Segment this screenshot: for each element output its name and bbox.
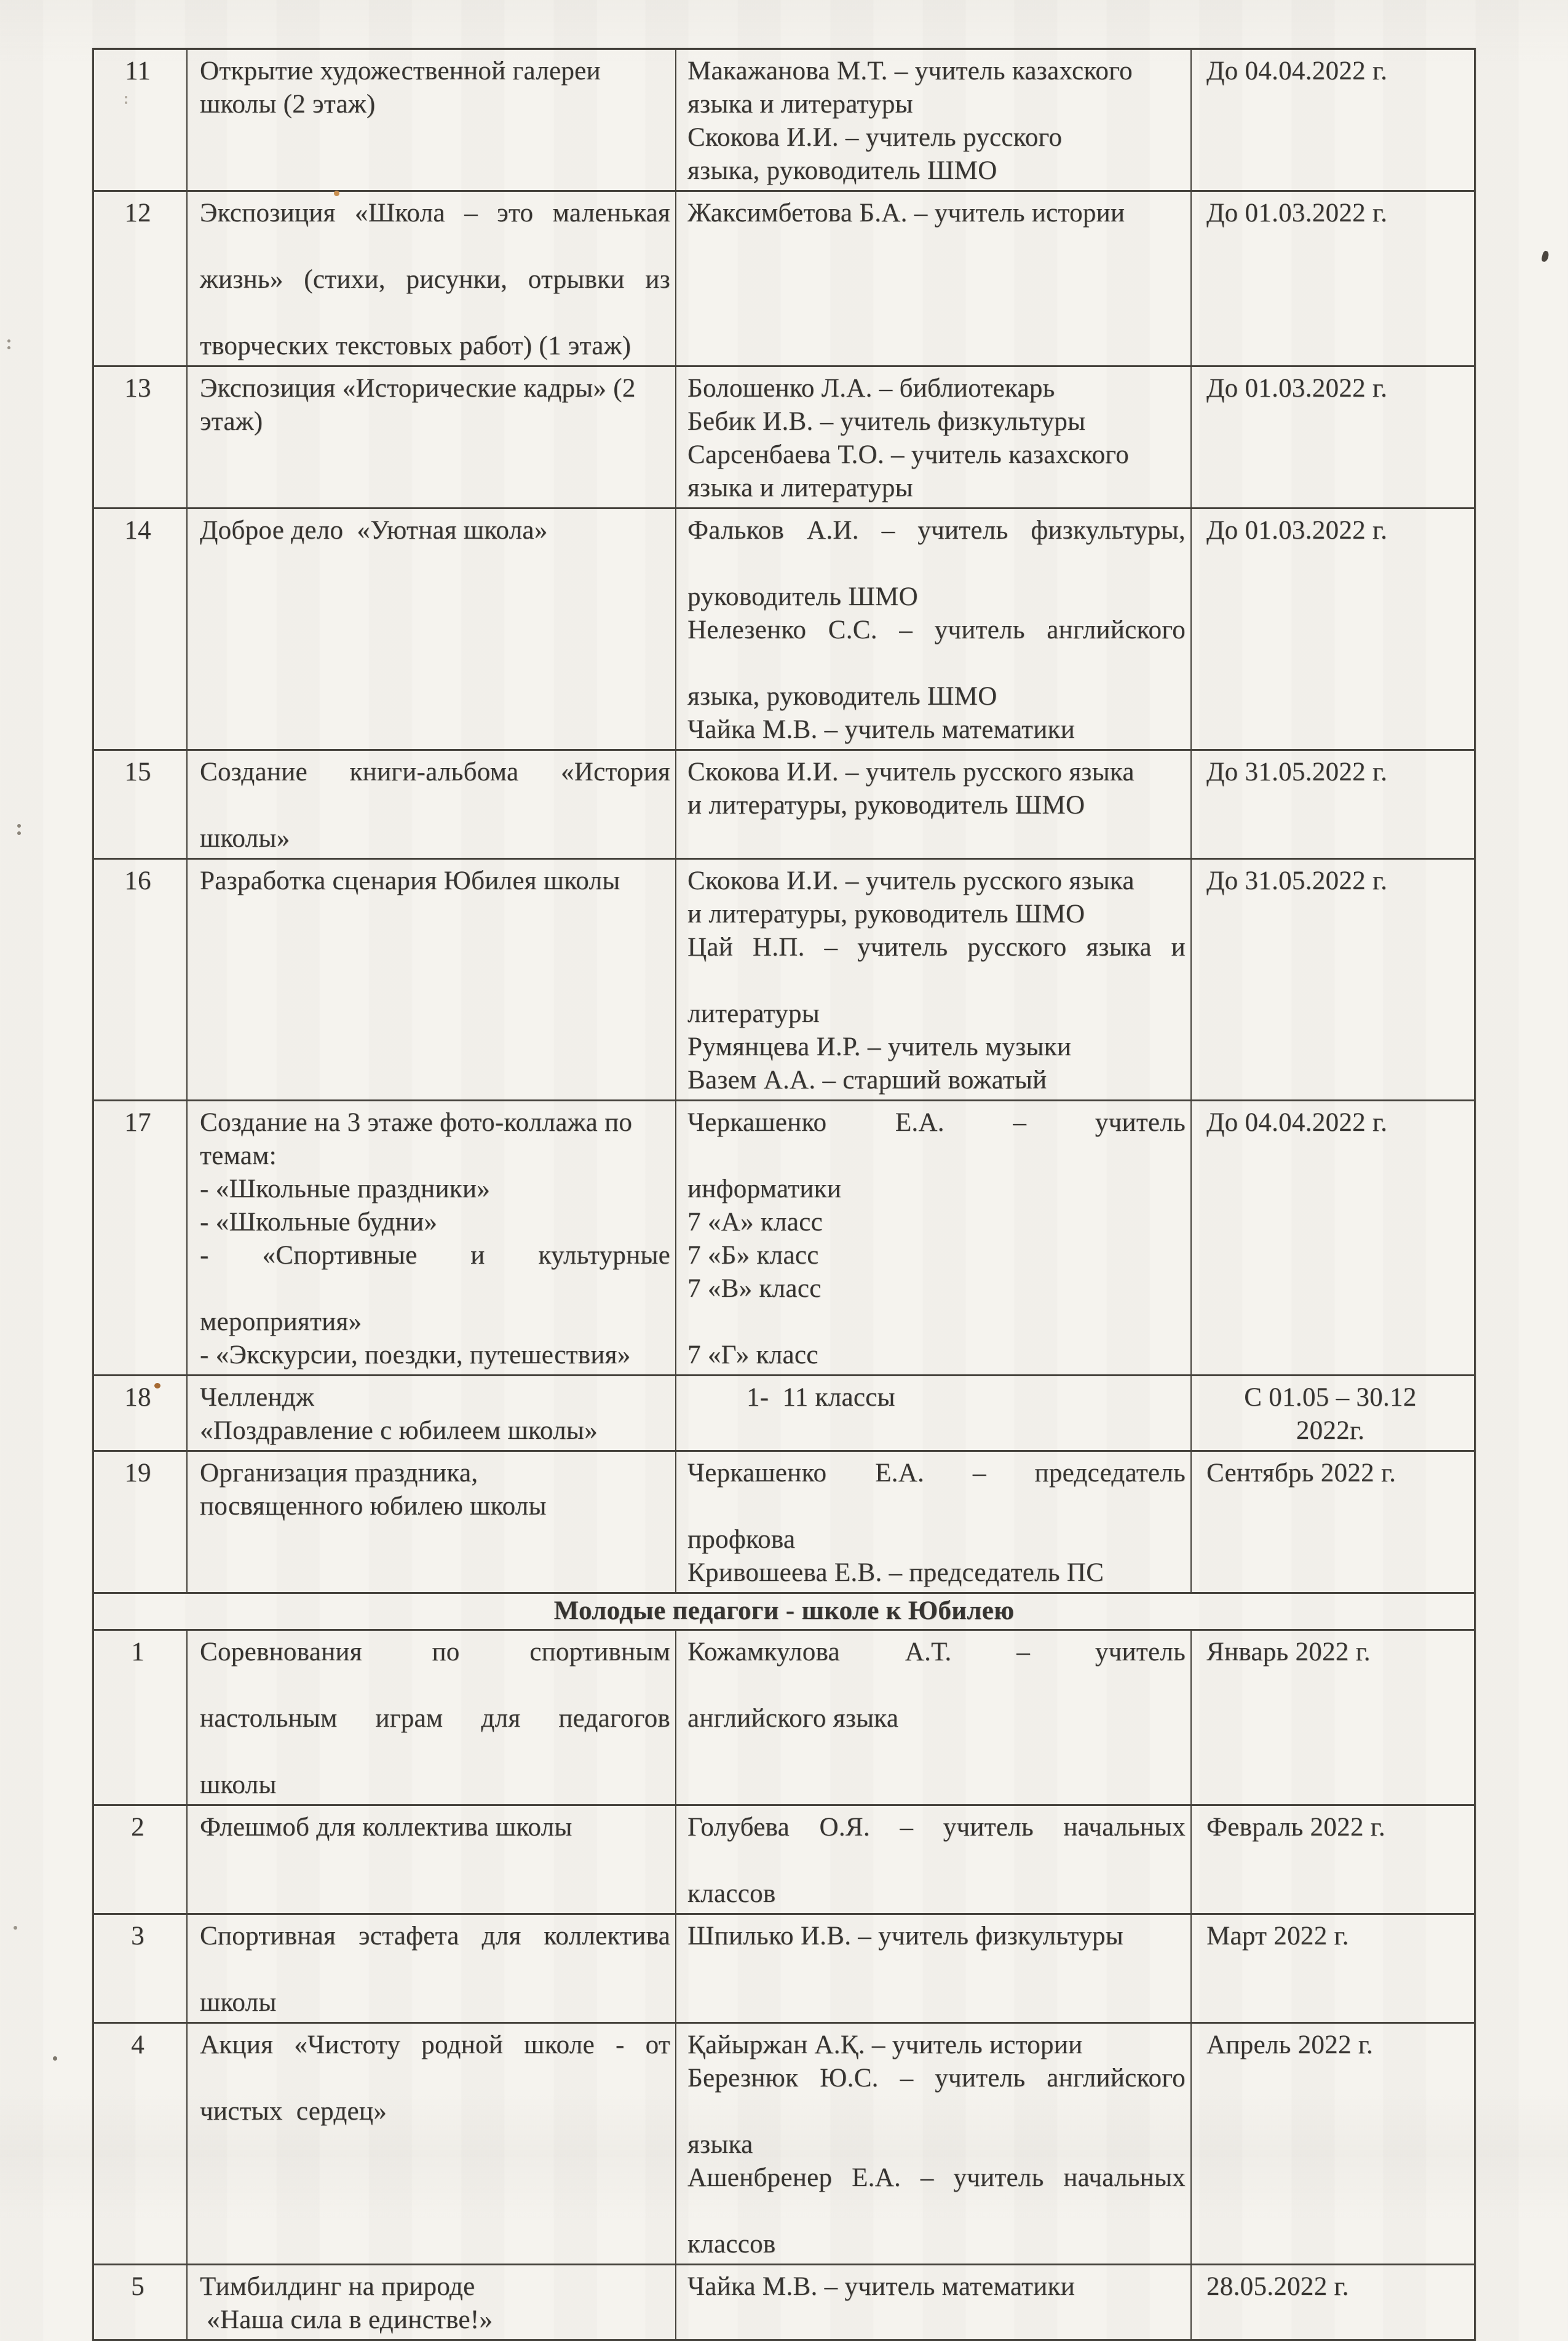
- text-line: мероприятия»: [200, 1307, 362, 1336]
- text-line: профкова: [687, 1525, 796, 1554]
- row-number-cell: [94, 1915, 186, 2022]
- text-line: До 31.05.2022 г.: [1206, 758, 1388, 786]
- text-line: До 04.04.2022 г.: [1206, 1108, 1388, 1137]
- responsible-cell: [675, 860, 1190, 1099]
- responsible-cell: [675, 50, 1190, 190]
- date-cell: [1190, 751, 1474, 858]
- scan-speck: [154, 1383, 160, 1388]
- event-cell: [186, 1376, 675, 1450]
- text-line: Спортивная эстафета для коллектива: [200, 1922, 670, 1951]
- text-line: 7 «А» класс: [687, 1208, 823, 1237]
- text-line: Қайыржан А.Қ. – учитель истории: [687, 2030, 1083, 2059]
- text-line: посвященного юбилею школы: [200, 1492, 547, 1521]
- row-number-cell: [94, 1376, 186, 1450]
- table-row: [94, 507, 1474, 749]
- text-line: 16: [124, 866, 151, 895]
- event-cell: [186, 2265, 675, 2339]
- row-number-cell: [94, 367, 186, 507]
- text-line: Создание на 3 этаже фото-коллажа по: [200, 1108, 633, 1137]
- table-row: [94, 190, 1474, 365]
- text-line: Организация праздника,: [200, 1459, 478, 1487]
- text-line: темам:: [200, 1141, 277, 1170]
- text-line: С 01.05 – 30.12: [1244, 1383, 1417, 1412]
- text-line: школы: [200, 1988, 277, 2017]
- text-line: До 31.05.2022 г.: [1206, 866, 1388, 895]
- text-line: Челлендж: [200, 1383, 315, 1412]
- table-row: [94, 858, 1474, 1099]
- text-line: Румянцева И.Р. – учитель музыки: [687, 1032, 1072, 1061]
- text-line: классов: [687, 1879, 776, 1908]
- text-line: - «Спортивные и культурные: [200, 1241, 670, 1270]
- text-line: литературы: [687, 999, 820, 1028]
- table-row: [94, 2022, 1474, 2264]
- text-line: чистых сердец»: [200, 2097, 387, 2126]
- event-cell: [186, 50, 675, 190]
- table-row: [94, 1629, 1474, 1804]
- text-line: 15: [124, 758, 151, 786]
- text-line: этаж): [200, 407, 263, 436]
- text-line: Апрель 2022 г.: [1206, 2030, 1373, 2059]
- table-row: [94, 1804, 1474, 1913]
- row-number-cell: [94, 860, 186, 1099]
- date-cell: [1190, 1376, 1474, 1450]
- text-line: Открытие художественной галереи: [200, 57, 601, 85]
- text-line: Черкашенко Е.А. – председатель: [687, 1459, 1186, 1487]
- text-line: Чайка М.В. – учитель математики: [687, 2272, 1075, 2301]
- responsible-cell: [675, 2024, 1190, 2264]
- text-line: 13: [124, 374, 151, 403]
- text-line: Создание книги-альбома «История: [200, 758, 670, 786]
- row-number-cell: [94, 751, 186, 858]
- date-cell: [1190, 367, 1474, 507]
- event-cell: [186, 192, 675, 365]
- date-cell: [1190, 860, 1474, 1099]
- text-line: 18: [124, 1383, 151, 1412]
- text-line: жизнь» (стихи, рисунки, отрывки из: [200, 265, 670, 294]
- text-line: 2: [131, 1813, 145, 1842]
- text-line: Фальков А.И. – учитель физкультуры,: [687, 516, 1186, 545]
- text-line: Тимбилдинг на природе: [200, 2272, 475, 2301]
- text-line: Чайка М.В. – учитель математики: [687, 715, 1075, 744]
- responsible-cell: [675, 1631, 1190, 1804]
- text-line: До 01.03.2022 г.: [1206, 374, 1388, 403]
- responsible-cell: [675, 751, 1190, 858]
- event-cell: [186, 1915, 675, 2022]
- text-line: 1- 11 классы: [746, 1383, 895, 1412]
- date-cell: [1190, 1101, 1474, 1374]
- text-line: языка и литературы: [687, 90, 913, 119]
- text-line: 7 «Б» класс: [687, 1241, 819, 1270]
- responsible-cell: [675, 1101, 1190, 1374]
- event-cell: [186, 509, 675, 749]
- scan-speck: [125, 96, 127, 98]
- table-row: [94, 50, 1474, 190]
- text-line: 4: [131, 2030, 145, 2059]
- date-cell: [1190, 509, 1474, 749]
- text-line: Жаксимбетова Б.А. – учитель истории: [687, 199, 1125, 228]
- section-header: Молодые педагоги - школе к Юбилею: [94, 1592, 1474, 1629]
- text-line: английского языка: [687, 1704, 899, 1733]
- text-line: - «Экскурсии, поездки, путешествия»: [200, 1341, 631, 1369]
- text-line: 5: [131, 2272, 145, 2301]
- text-line: руководитель ШМО: [687, 582, 918, 611]
- text-line: Голубева О.Я. – учитель начальных: [687, 1813, 1186, 1842]
- text-line: Март 2022 г.: [1206, 1922, 1349, 1951]
- text-line: Февраль 2022 г.: [1206, 1813, 1385, 1842]
- text-line: языка: [687, 2130, 753, 2159]
- text-line: Акция «Чистоту родной школе - от: [200, 2030, 670, 2059]
- table-row: [94, 365, 1474, 507]
- event-cell: [186, 1806, 675, 1913]
- text-line: До 01.03.2022 г.: [1206, 199, 1388, 228]
- date-cell: [1190, 2265, 1474, 2339]
- text-line: Экспозиция «Исторические кадры» (2: [200, 374, 636, 403]
- text-line: школы (2 этаж): [200, 90, 376, 119]
- scan-speck: [17, 824, 21, 828]
- row-number-cell: [94, 2024, 186, 2264]
- scan-speck: [14, 1926, 17, 1930]
- event-cell: [186, 860, 675, 1099]
- date-cell: [1190, 2024, 1474, 2264]
- event-cell: [186, 367, 675, 507]
- scan-speck: [53, 2056, 57, 2061]
- text-line: 19: [124, 1459, 151, 1487]
- row-number-cell: [94, 192, 186, 365]
- date-cell: [1190, 1452, 1474, 1592]
- event-cell: [186, 751, 675, 858]
- text-line: 1: [131, 1638, 145, 1666]
- text-line: творческих текстовых работ) (1 этаж): [200, 331, 632, 360]
- text-line: Ашенбренер Е.А. – учитель начальных: [687, 2163, 1186, 2192]
- table-row: [94, 1450, 1474, 1592]
- text-line: Сарсенбаева Т.О. – учитель казахского: [687, 440, 1130, 469]
- responsible-cell: [675, 2265, 1190, 2339]
- text-line: Березнюк Ю.С. – учитель английского: [687, 2064, 1186, 2093]
- text-line: Шпилько И.В. – учитель физкультуры: [687, 1922, 1123, 1951]
- text-line: Экспозиция «Школа – это маленькая: [200, 199, 670, 228]
- schedule-table: [92, 48, 1476, 2341]
- text-line: настольным играм для педагогов: [200, 1704, 670, 1733]
- scan-speck: [334, 191, 339, 196]
- responsible-cell: [675, 367, 1190, 507]
- row-number-cell: [94, 2265, 186, 2339]
- row-number-cell: [94, 1631, 186, 1804]
- date-cell: [1190, 50, 1474, 190]
- text-line: Бебик И.В. – учитель физкультуры: [687, 407, 1086, 436]
- date-cell: [1190, 1806, 1474, 1913]
- text-line: 11: [124, 57, 151, 85]
- text-line: Нелезенко С.С. – учитель английского: [687, 616, 1186, 644]
- row-number-cell: [94, 1101, 186, 1374]
- text-line: Кожамкулова А.Т. – учитель: [687, 1638, 1186, 1666]
- text-line: Соревнования по спортивным: [200, 1638, 670, 1666]
- text-line: 28.05.2022 г.: [1206, 2272, 1349, 2301]
- text-line: 7 «В» класс: [687, 1274, 822, 1303]
- text-line: классов: [687, 2230, 776, 2259]
- text-line: 12: [124, 199, 151, 228]
- text-line: Сентябрь 2022 г.: [1206, 1459, 1396, 1487]
- text-line: Январь 2022 г.: [1206, 1638, 1371, 1666]
- text-line: Скокова И.И. – учитель русского: [687, 123, 1063, 152]
- responsible-cell: [675, 509, 1190, 749]
- text-line: «Наша сила в единстве!»: [200, 2305, 493, 2334]
- row-number-cell: [94, 1806, 186, 1913]
- responsible-cell: [675, 1452, 1190, 1592]
- text-line: До 04.04.2022 г.: [1206, 57, 1388, 85]
- text-line: До 01.03.2022 г.: [1206, 516, 1388, 545]
- text-line: Черкашенко Е.А. – учитель: [687, 1108, 1186, 1137]
- text-line: Скокова И.И. – учитель русского языка: [687, 758, 1134, 786]
- row-number-cell: [94, 50, 186, 190]
- table-row: [94, 1099, 1474, 1374]
- event-cell: [186, 1452, 675, 1592]
- scan-speck: [7, 339, 10, 343]
- text-line: Скокова И.И. – учитель русского языка: [687, 866, 1134, 895]
- text-line: Разработка сценария Юбилея школы: [200, 866, 620, 895]
- table-row: [94, 1374, 1474, 1450]
- text-line: языка и литературы: [687, 473, 913, 502]
- responsible-cell: [675, 192, 1190, 365]
- row-number-cell: [94, 1452, 186, 1592]
- event-cell: [186, 1101, 675, 1374]
- text-line: школы»: [200, 824, 290, 853]
- text-line: Цай Н.П. – учитель русского языка и: [687, 933, 1186, 962]
- text-line: школы: [200, 1770, 277, 1799]
- text-line: 14: [124, 516, 151, 545]
- text-line: Макажанова М.Т. – учитель казахского: [687, 57, 1133, 85]
- responsible-cell: [675, 1376, 1190, 1450]
- text-line: Кривошеева Е.В. – председатель ПС: [687, 1558, 1104, 1587]
- event-cell: [186, 1631, 675, 1804]
- text-line: и литературы, руководитель ШМО: [687, 900, 1085, 929]
- table-row: [94, 2264, 1474, 2339]
- date-cell: [1190, 1915, 1474, 2022]
- text-line: 2022г.: [1296, 1416, 1365, 1445]
- text-line: Вазем А.А. – старший вожатый: [687, 1066, 1047, 1095]
- text-line: 7 «Г» класс: [687, 1341, 818, 1369]
- text-line: информатики: [687, 1174, 842, 1203]
- responsible-cell: [675, 1806, 1190, 1913]
- text-line: - «Школьные будни»: [200, 1208, 438, 1237]
- text-line: 17: [124, 1108, 151, 1137]
- text-line: и литературы, руководитель ШМО: [687, 791, 1085, 820]
- text-line: языка, руководитель ШМО: [687, 156, 997, 185]
- date-cell: [1190, 192, 1474, 365]
- row-number-cell: [94, 509, 186, 749]
- text-line: - «Школьные праздники»: [200, 1174, 491, 1203]
- text-line: 3: [131, 1922, 145, 1951]
- text-line: [687, 1305, 1186, 1339]
- text-line: Флешмоб для коллектива школы: [200, 1813, 572, 1842]
- text-line: «Поздравление с юбилеем школы»: [200, 1416, 598, 1445]
- table-row: [94, 749, 1474, 858]
- scan-speck: [1541, 250, 1550, 263]
- text-line: Доброе дело «Уютная школа»: [200, 516, 548, 545]
- event-cell: [186, 2024, 675, 2264]
- text-line: Болошенко Л.А. – библиотекарь: [687, 374, 1055, 403]
- text-line: языка, руководитель ШМО: [687, 682, 997, 711]
- responsible-cell: [675, 1915, 1190, 2022]
- date-cell: [1190, 1631, 1474, 1804]
- table-row: [94, 1913, 1474, 2022]
